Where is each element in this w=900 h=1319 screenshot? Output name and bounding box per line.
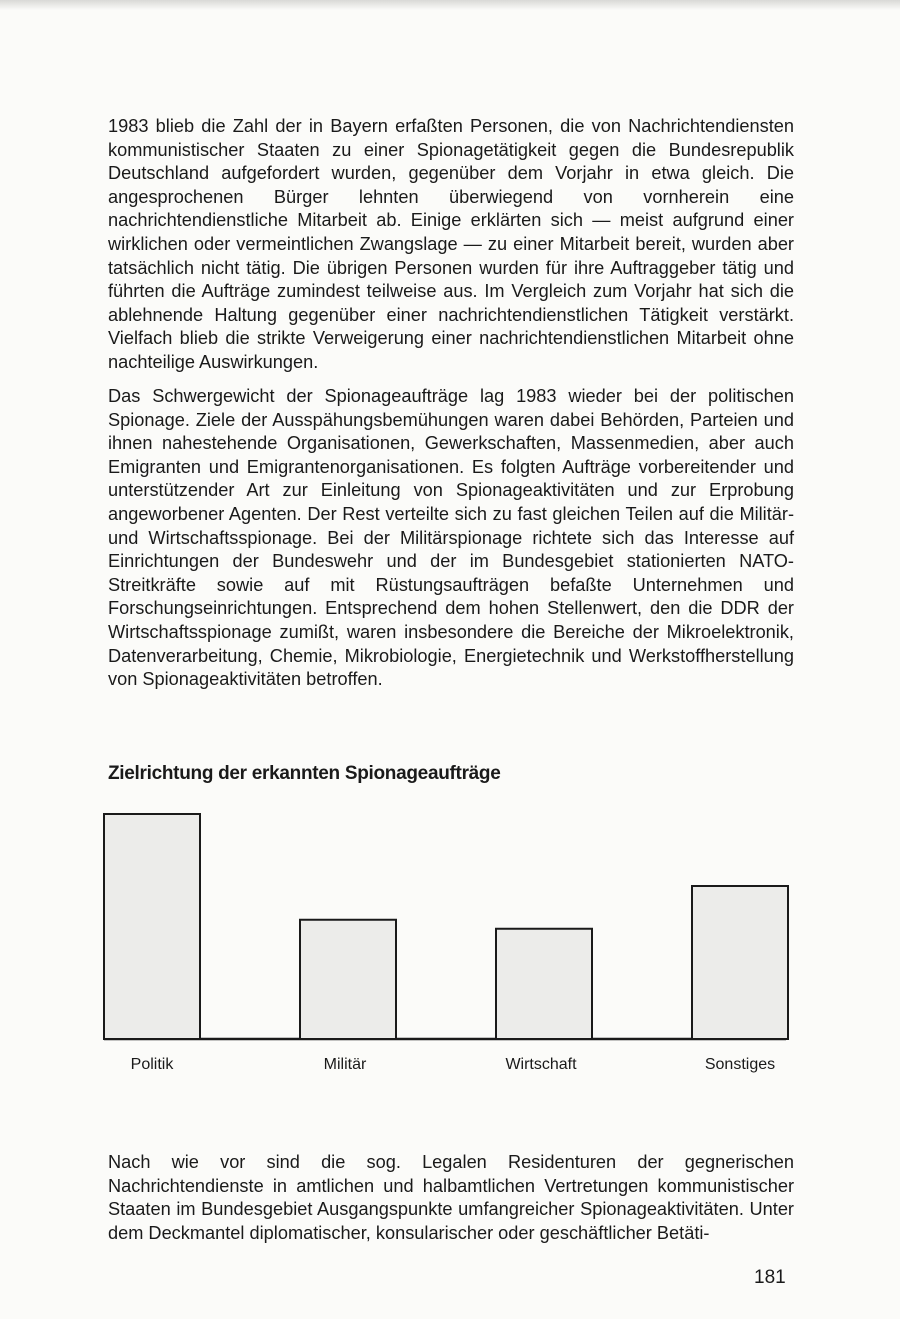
paragraph-1: 1983 blieb die Zahl der in Bayern erfaßten Personen, die von Nachrichtendiensten kommunistischer Staaten zu einer Spionagetätigkeit gegen die Bundesrepublik Deutschland aufgefordert wurden, gegenüber dem Vorjahr in etwa gleich. Die angesprochenen Bürger lehnten überwiegend von vornherein eine nachrichtendienstliche Mitarbeit ab. Einige erklärten sich — meist aufgrund einer wirklichen oder vermeintlichen Zwangslage — zu einer Mitarbeit bereit, wurden aber tatsächlich nicht tätig. Die übrigen Personen wurden für ihre Auftraggeber tätig und führten die Aufträge zumindest teilweise aus. Im Vergleich zum Vorjahr hat sich die ablehnende Haltung gegenüber einer nachrichtendienstlichen Tätigkeit verstärkt. Vielfach blieb die strikte Verweigerung einer nachrichtendienstlichen Mitarbeit ohne nachteilige Auswirkungen.	[108, 116, 794, 372]
chart-title: Zielrichtung der erkannten Spionageaufträge	[108, 763, 501, 784]
bar-politik	[104, 814, 200, 1039]
bar-wirtschaft	[496, 929, 592, 1039]
paragraph-3: Nach wie vor sind die sog. Legalen Residenturen der gegnerischen Nachrichtendienste in amtlichen und halbamtlichen Vertretungen kommunistischer Staaten im Bundesgebiet Ausgangspunkte umfangreicher Spionageaktivitäten. Unter dem Deckmantel diplomatischer, konsularischer oder geschäftlicher Betäti-	[108, 1152, 794, 1243]
bar-militär	[300, 920, 396, 1039]
paragraph-2: Das Schwergewicht der Spionageaufträge lag 1983 wieder bei der politischen Spionage. Ziele der Ausspähungsbemühungen waren dabei Behörden, Parteien und ihnen nahestehende Organisationen, Gewerkschaften, Massenmedien, aber auch Emigranten und Emigrantenorganisationen. Es folgten Aufträge vorbereitender und unterstützender Art zur Einleitung von Spionageaktivitäten und zur Erprobung angeworbener Agenten. Der Rest verteilte sich zu fast gleichen Teilen auf die Militär- und Wirtschaftsspionage. Bei der Militärspionage richtete sich das Interesse auf Einrichtungen der Bundeswehr und der im Bundesgebiet stationierten NATO-Streitkräfte sowie auf mit Rüstungsaufträgen befaßte Unternehmen und Forschungseinrichtungen. Entsprechend dem hohen Stellenwert, den die DDR der Wirtschaftsspionage zumißt, waren insbesondere die Bereiche der Mikroelektronik, Datenverarbeitung, Chemie, Mikrobiologie, Energietechnik und Werkstoffherstellung von Spionageaktivitäten betroffen.	[108, 386, 794, 690]
category-label-sonstiges: Sonstiges	[704, 1056, 776, 1073]
page-number: 181	[754, 1267, 786, 1288]
category-label-politik: Politik	[130, 1056, 174, 1073]
category-label-militär: Militär	[323, 1056, 367, 1073]
category-label-wirtschaft: Wirtschaft	[505, 1056, 577, 1073]
bar-sonstiges	[692, 886, 788, 1039]
